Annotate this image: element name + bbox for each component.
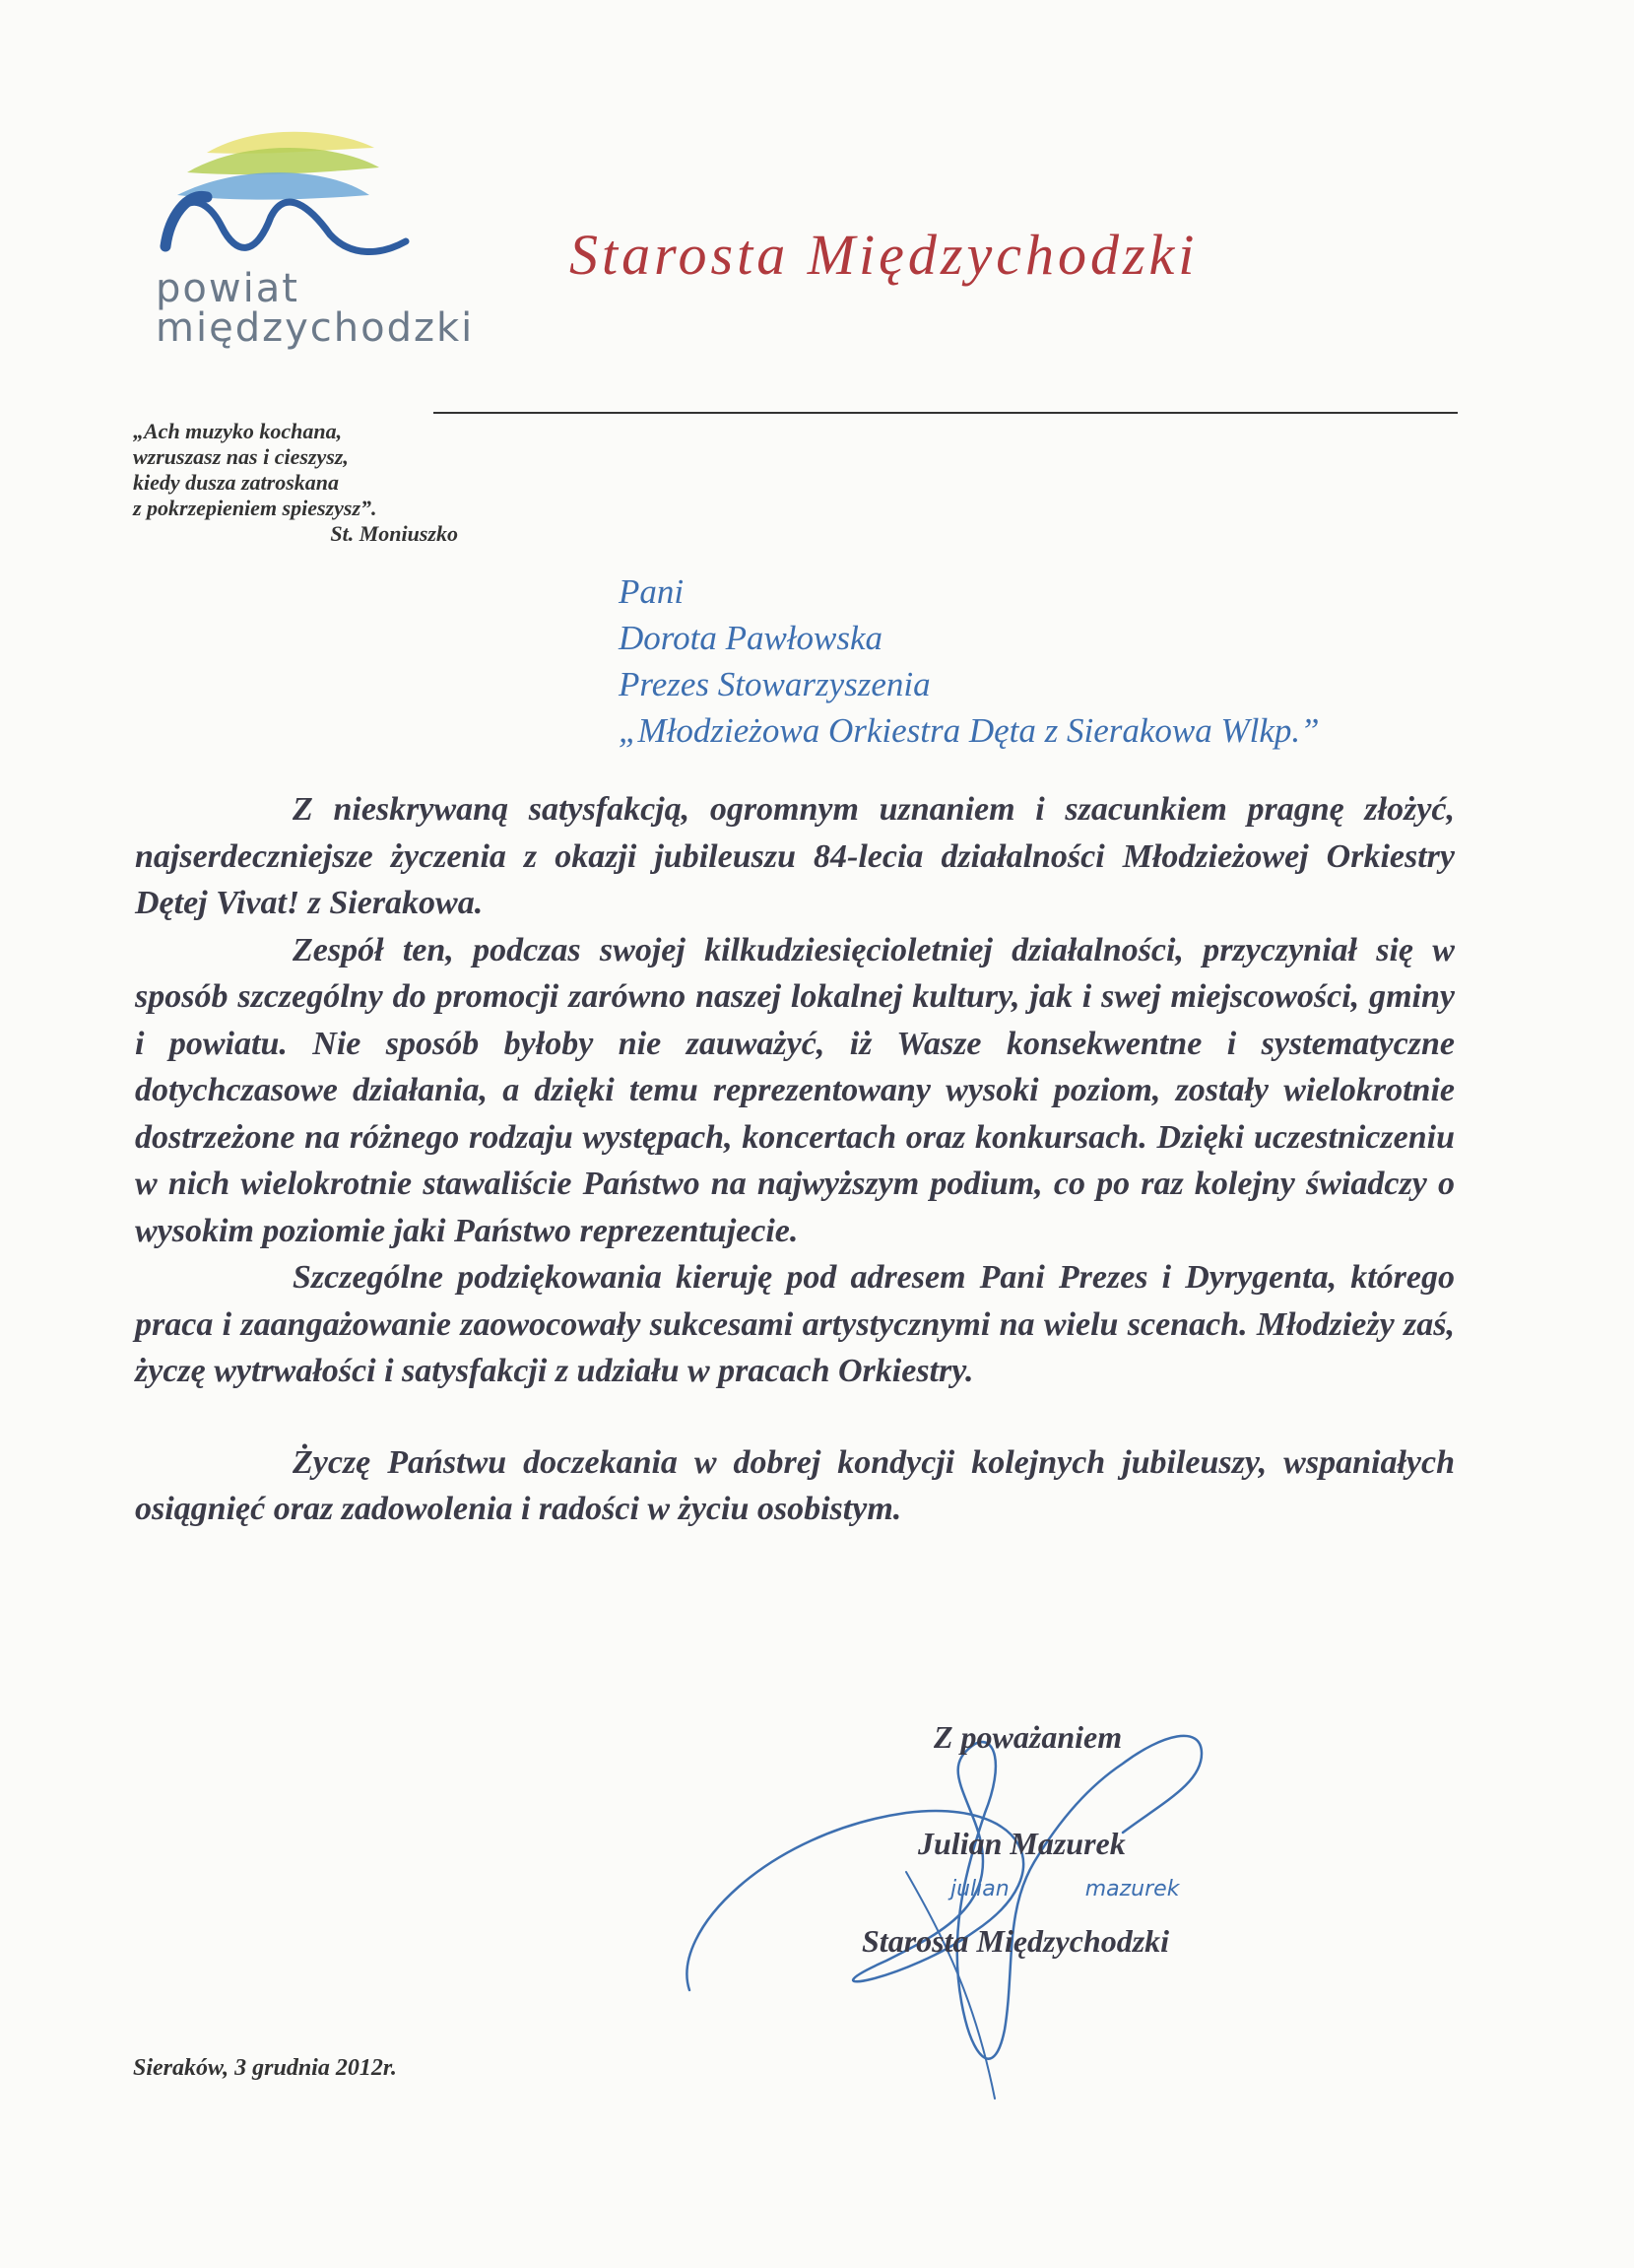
county-logo-icon [148, 118, 443, 276]
recipient-position: Prezes Stowarzyszenia [619, 665, 931, 703]
body-paragraph: Z nieskrywaną satysfakcją, ogromnym uznaniem i szacunkiem pragnę złożyć, najserdeczniejsze życzenia z okazji jubileuszu 84-lecia działalności Młodzieżowej Orkiestry Dętej Vivat! z Sierakowa. [135, 791, 1455, 921]
county-logo [148, 118, 475, 374]
motto-quote [133, 419, 458, 547]
recipient-organization: „Młodzieżowa Orkiestra Dęta z Sierakowa Wlkp.” [619, 711, 1320, 750]
letterhead-title: Starosta Międzychodzki [569, 223, 1199, 287]
motto-line: wzruszasz nas i cieszysz, [133, 444, 349, 469]
body-paragraph: Życzę Państwu doczekania w dobrej kondycji kolejnych jubileuszy, wspaniałych osiągnięć oraz zadowolenia i radości w życiu osobistym. [135, 1443, 1455, 1527]
body-paragraph: Zespół ten, podczas swojej kilkudziesięcioletniej działalności, przyczyniał się w sposób szczególny do promocji zarówno naszej lokalnej kultury, jak i swej miejscowości, gminy i powiatu. Nie sposób byłoby nie zauważyć, iż Wasze konsekwentne i systematyczne dotychczasowe działania, a dzięki temu reprezentowany wysoki poziom, zostały wielokrotnie dostrzeżone na różnego rodzaju występach, koncertach oraz konkursach. Dzięki uczestniczeniu w nich wielokrotnie stawaliście Państwo na najwyższym podium, co po raz kolejny świadczy o wysokim poziomie jaki Państwo reprezentujecie. [135, 931, 1455, 1249]
motto-line: z pokrzepieniem spieszysz”. [133, 496, 377, 520]
body-paragraph: Szczególne podziękowania kieruję pod adresem Pani Prezes i Dyrygenta, którego praca i zaangażowanie zaowocowały sukcesami artystycznymi na wielu scenach. Młodzieży zaś, życzę wytrwałości i satysfakcji z udziału w pracach Orkiestry. [135, 1259, 1455, 1389]
motto-line: kiedy dusza zatroskana [133, 470, 340, 495]
recipient-address [619, 568, 1320, 754]
recipient-name: Dorota Pawłowska [619, 619, 883, 657]
handwritten-first-name: julian [950, 1877, 1010, 1901]
motto-author: St. Moniuszko [330, 521, 458, 546]
handwritten-last-name: mazurek [1084, 1877, 1180, 1901]
logo-text-line2: międzychodzki [156, 305, 475, 351]
recipient-salutation: Pani [619, 572, 685, 611]
handwritten-name [950, 1877, 1179, 1901]
signer-title: Starosta Międzychodzki [862, 1923, 1170, 1959]
handwritten-signature-icon [650, 1704, 1280, 2118]
logo-text-line1: powiat [156, 266, 299, 311]
signer-name: Julian Mazurek [918, 1826, 1126, 1861]
letter-date: Sieraków, 3 grudnia 2012r. [133, 2055, 397, 2081]
motto-line: „Ach muzyko kochana, [133, 419, 343, 443]
closing-phrase: Z poważaniem [934, 1719, 1123, 1755]
letter-body [135, 786, 1455, 1533]
header-divider [433, 412, 1458, 414]
